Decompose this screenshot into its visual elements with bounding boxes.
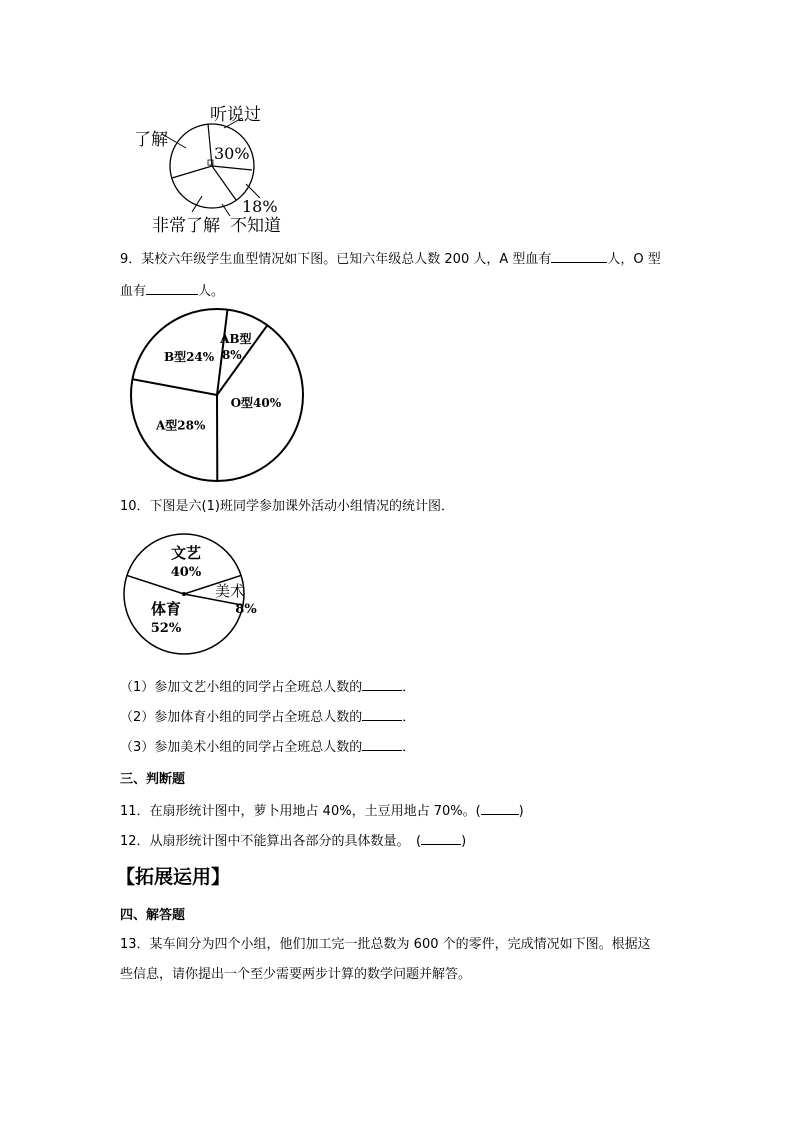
slice-label-wenyi-pct: 40% (170, 565, 202, 580)
slice-label-o: O型40% (230, 395, 282, 410)
q9-answer-o-blank[interactable] (146, 280, 198, 295)
q10-sub3: （3）参加美术小组的同学占全班总人数的 ． (120, 736, 415, 757)
section-3-title: 三、判断题 (120, 772, 186, 787)
q9-text-line2: 血有 人。 (120, 280, 224, 301)
q12-answer-blank[interactable] (421, 830, 461, 845)
slice-label-tiyu-pct: 52% (150, 621, 182, 636)
slice-label-meishu-pct: 8% (235, 602, 257, 617)
activity-pie-chart (118, 530, 268, 665)
q10-sub1-blank[interactable] (362, 676, 402, 691)
q11-answer-blank[interactable] (481, 800, 519, 815)
slice-label-a: A型28% (155, 418, 206, 433)
slice-label-ab-pct: 8% (221, 347, 242, 362)
q10-sub1: （1）参加文艺小组的同学占全班总人数的 ． (120, 676, 415, 697)
awareness-pie-divider (212, 166, 252, 170)
pie-slice-boundary-B型 (132, 379, 217, 395)
label-30pct: 30% (214, 144, 250, 163)
label-understand: 了解 (134, 130, 168, 150)
q10-sub2-blank[interactable] (362, 706, 402, 721)
label-18pct: 18% (242, 197, 278, 216)
q10-text: 10．下图是六(1)班同学参加课外活动小组情况的统计图． (120, 499, 454, 514)
label-very-understand: 非常了解 (152, 216, 220, 236)
q13-line1: 13．某车间分为四个小组，他们加工完一批总数为 600 个的零件，完成情况如下图。根据这 (120, 937, 651, 952)
slice-label-ab-name: AB型 (220, 331, 252, 346)
leader-line (246, 184, 260, 198)
extension-title: 【拓展运用】 (116, 866, 231, 888)
slice-label-wenyi: 文艺 (170, 544, 202, 562)
awareness-pie-divider (212, 166, 236, 200)
q13-line2: 些信息，请你提出一个至少需要两步计算的数学问题并解答。 (120, 967, 472, 982)
label-heard: 听说过 (210, 105, 261, 125)
label-unknown: 不知道 (230, 216, 281, 236)
q12-text: 12．从扇形统计图中不能算出各部分的具体数量。 ( ) (120, 830, 466, 851)
q10-sub2: （2）参加体育小组的同学占全班总人数的 ． (120, 706, 415, 727)
q10-sub3-blank[interactable] (362, 736, 402, 751)
pie-center-dot (182, 592, 186, 596)
awareness-pie-divider (172, 166, 212, 178)
q11-text: 11．在扇形统计图中，萝卜用地占 40%，土豆用地占 70%。( ) (120, 800, 524, 821)
q9-answer-a-blank[interactable] (551, 248, 607, 263)
slice-label-tiyu: 体育 (150, 600, 182, 618)
slice-label-b: B型24% (163, 349, 215, 364)
blood-type-pie-chart (125, 305, 310, 485)
slice-label-meishu: 美术 (214, 582, 246, 600)
awareness-pie-figure (120, 100, 320, 240)
q9-text-line1: 9．某校六年级学生血型情况如下图。已知六年级总人数 200 人，A 型血有 人，O 型 (120, 248, 661, 269)
section-4-title: 四、解答题 (120, 908, 186, 923)
